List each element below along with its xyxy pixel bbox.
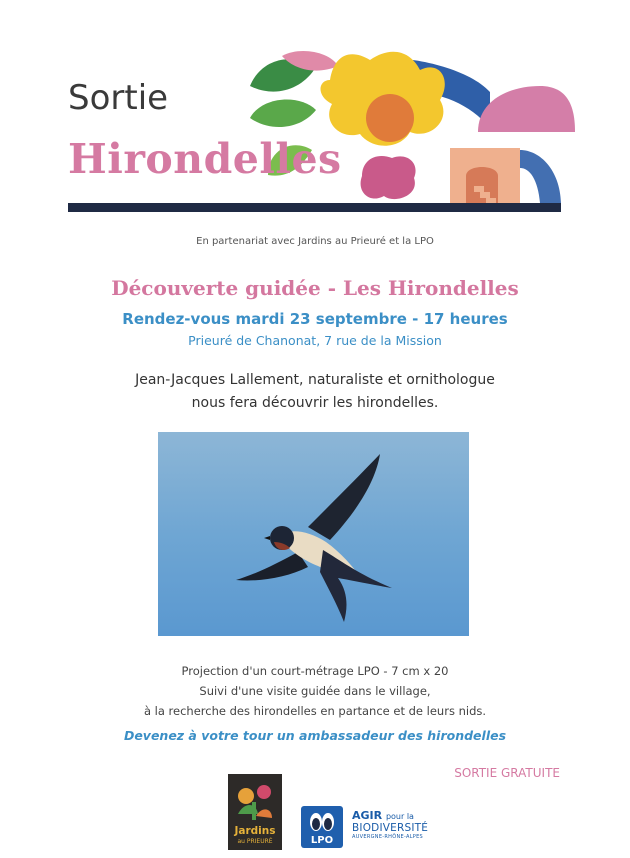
biodiversite-text: BIODIVERSITÉ <box>352 822 429 834</box>
banner-pink-bulb <box>361 156 416 199</box>
call-to-action: Devenez à votre tour un ambassadeur des hirondelles <box>123 728 507 743</box>
agir-text: AGIR <box>352 809 383 822</box>
free-event-label: SORTIE GRATUITE <box>454 766 560 780</box>
banner-green-leaf-mid <box>250 100 316 128</box>
program-line1: Projection d'un court-métrage LPO - 7 cm x 20 <box>181 664 449 678</box>
agir-biodiversite-logo <box>352 809 442 849</box>
title-line2: Hirondelles <box>68 135 342 183</box>
region-text: AUVERGNE-RHÔNE-ALPES <box>352 834 424 840</box>
swallow-photo <box>158 432 469 636</box>
title-line1: Sortie <box>68 78 169 118</box>
event-datetime: Rendez-vous mardi 23 septembre - 17 heures <box>122 310 508 328</box>
description-line1: Jean-Jacques Lallement, naturaliste et ornithologue <box>135 372 495 388</box>
jardins-logo-text: Jardins <box>234 825 276 837</box>
description-line2: nous fera découvrir les hirondelles. <box>191 395 439 411</box>
jardins-logo-subtext: au PRIEURÉ <box>237 838 273 845</box>
program-line2: Suivi d'une visite guidée dans le village, <box>199 684 431 698</box>
banner-bottom-bar <box>68 203 561 212</box>
lpo-logo <box>301 806 343 848</box>
event-location: Prieuré de Chanonat, 7 rue de la Mission <box>188 333 442 348</box>
event-title: Découverte guidée - Les Hirondelles <box>111 276 519 300</box>
banner-pink-arch <box>478 86 575 132</box>
banner-flower-center <box>366 94 414 142</box>
program-line3: à la recherche des hirondelles en partance et de leurs nids. <box>143 704 487 718</box>
agir-pour-la-text: pour la <box>385 812 414 821</box>
partnership-text: En partenariat avec Jardins au Prieuré et la LPO <box>196 236 434 247</box>
lpo-logo-text: LPO <box>310 835 334 846</box>
jardins-au-prieure-logo <box>228 774 282 850</box>
